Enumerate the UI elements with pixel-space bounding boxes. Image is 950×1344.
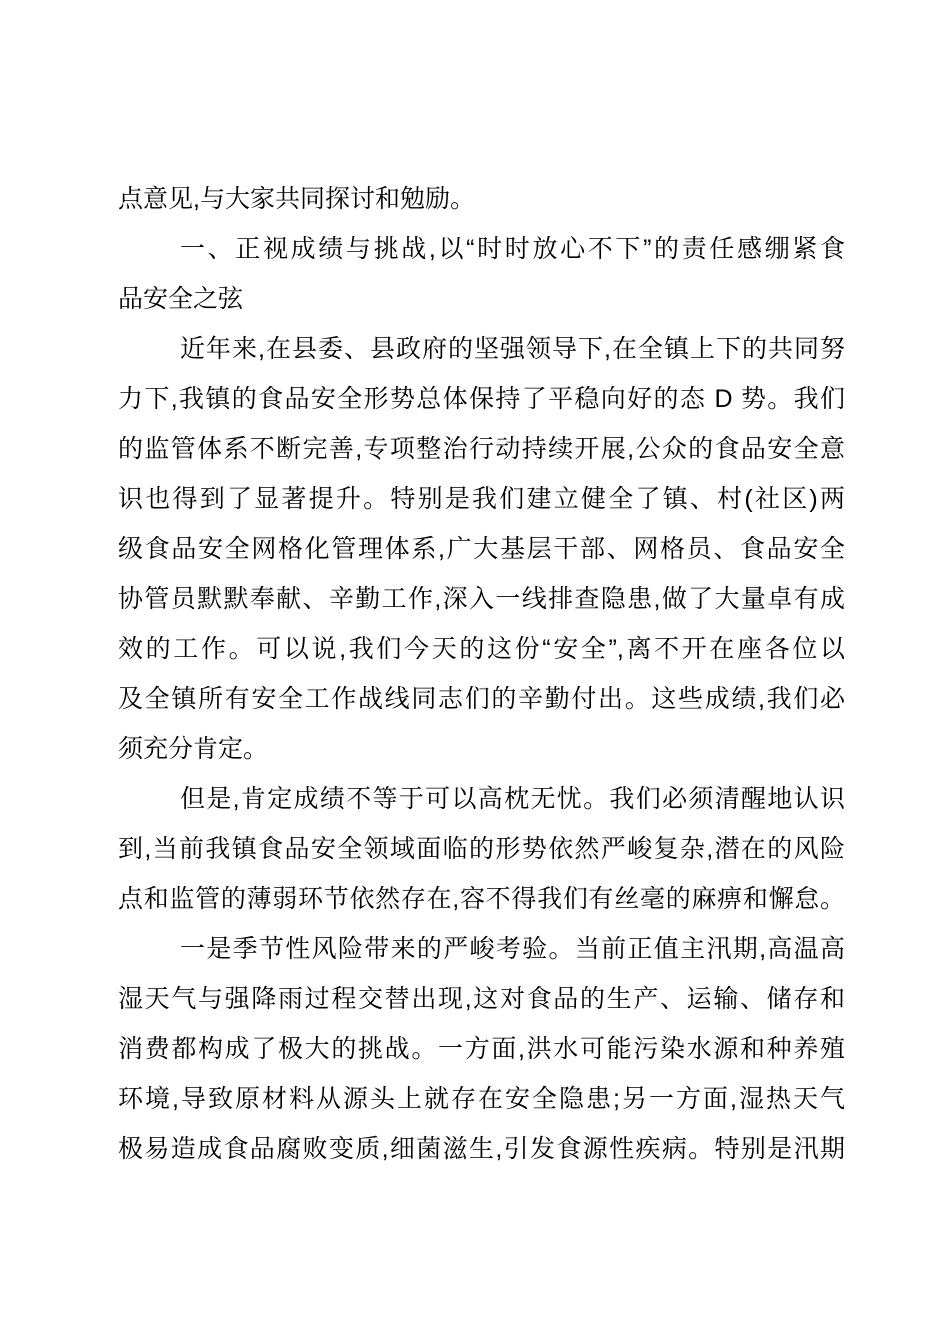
- document-body: [118, 174, 845, 1174]
- text-line: 到,当前我镇食品安全领域面临的形势依然严峻复杂,潜在的风险: [118, 835, 845, 863]
- text-line: 一是季节性风险带来的严峻考验。当前正值主汛期,高温高: [180, 935, 845, 963]
- text-line: 环境,导致原材料从源头上就存在安全隐患;另一方面,湿热天气: [118, 1085, 845, 1113]
- text-line: 极易造成食品腐败变质,细菌滋生,引发食源性疾病。特别是汛期: [118, 1135, 845, 1163]
- text-line: 消费都构成了极大的挑战。一方面,洪水可能污染水源和种养殖: [118, 1035, 845, 1063]
- text-line: 级食品安全网格化管理体系,广大基层干部、网格员、食品安全: [118, 535, 845, 563]
- text-line: 点和监管的薄弱环节依然存在,容不得我们有丝毫的麻痹和懈怠。: [118, 885, 845, 913]
- text-line: 湿天气与强降雨过程交替出现,这对食品的生产、运输、储存和: [118, 985, 845, 1013]
- text-line: 识也得到了显著提升。特别是我们建立健全了镇、村(社区)两: [118, 485, 845, 513]
- text-line: 但是,肯定成绩不等于可以高枕无忧。我们必须清醒地认识: [180, 785, 845, 813]
- text-line: 及全镇所有安全工作战线同志们的辛勤付出。这些成绩,我们必: [118, 685, 845, 713]
- text-line: 力下,我镇的食品安全形势总体保持了平稳向好的态 D 势。我们: [118, 385, 845, 413]
- text-line: 协管员默默奉献、辛勤工作,深入一线排查隐患,做了大量卓有成: [118, 585, 845, 613]
- text-line: 近年来,在县委、县政府的坚强领导下,在全镇上下的共同努: [180, 335, 845, 363]
- paragraph-challenges: [118, 774, 845, 924]
- paragraph-seasonal-risk: [118, 924, 845, 1174]
- paragraph-continuation: [118, 174, 845, 224]
- text-line: 效的工作。可以说,我们今天的这份“安全”,离不开在座各位以: [118, 635, 845, 663]
- text-line: 一、正视成绩与挑战,以“时时放心不下”的责任感绷紧食: [180, 235, 845, 263]
- text-line: 须充分肯定。: [118, 735, 269, 763]
- text-line: 点意见,与大家共同探讨和勉励。: [118, 185, 475, 213]
- text-line: 品安全之弦: [118, 285, 244, 313]
- paragraph-achievements: [118, 324, 845, 774]
- text-line: 的监管体系不断完善,专项整治行动持续开展,公众的食品安全意: [118, 435, 845, 463]
- section-heading-1: [118, 224, 845, 324]
